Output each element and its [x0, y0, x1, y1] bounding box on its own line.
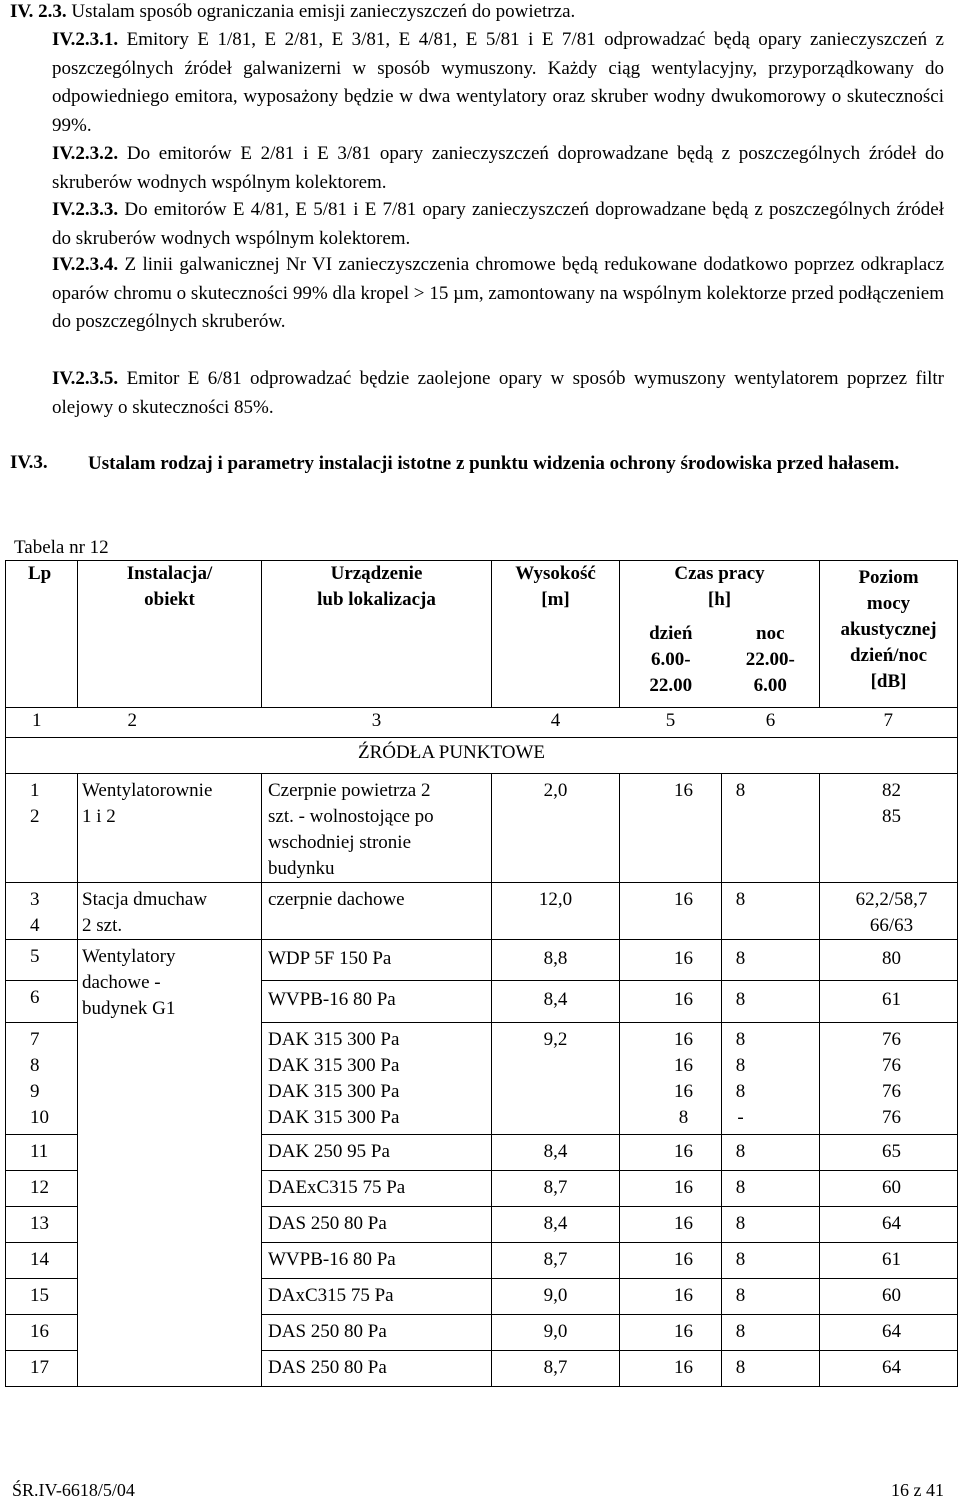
footer-page-number: 16 z 41 — [891, 1480, 944, 1500]
paragraph-text: Do emitorów E 4/81, E 5/81 i E 7/81 opary zanieczyszczeń doprowadzane będą z poszczególnych źródeł do skruberów wodnych wspólnym kolektorem. — [52, 199, 944, 249]
cell-noc: 8 — [722, 1278, 820, 1314]
cell-inst: Stacja dmuchaw 2 szt. — [78, 883, 262, 940]
cell-noc: 8 — [722, 1314, 820, 1350]
cell-urz: Czerpnie powietrza 2 szt. - wolnostojące po wschodniej stronie budynku — [262, 774, 492, 883]
cell-noc: 8 — [722, 1170, 820, 1206]
cell-poz: 65 — [820, 1134, 958, 1170]
cell-wys: 8,8 — [492, 940, 620, 981]
cell-urz: DAK 315 300 Pa DAK 315 300 Pa DAK 315 300 Pa DAK 315 300 Pa — [262, 1022, 492, 1134]
cell-noc: 8 8 8 - — [722, 1022, 820, 1134]
cell-poz: 80 — [820, 940, 958, 981]
cell-noc: 8 — [722, 1350, 820, 1386]
header-dzien: dzień 6.00- 22.00 — [620, 621, 722, 708]
cell-urz: DAK 250 95 Pa — [262, 1134, 492, 1170]
cell-wys: 9,0 — [492, 1314, 620, 1350]
noise-sources-table — [5, 560, 958, 1387]
cell-lp: 3 4 — [6, 883, 78, 940]
col-number: 6 — [722, 708, 820, 738]
section-number: IV.3. — [10, 452, 48, 473]
header-urzadzenie: Urządzenie lub lokalizacja — [262, 561, 492, 708]
cell-poz: 61 — [820, 981, 958, 1022]
col-number: 7 — [820, 708, 958, 738]
cell-dzien: 16 — [620, 1314, 722, 1350]
section-heading — [10, 0, 950, 27]
table-row — [6, 774, 958, 883]
section-title: Ustalam rodzaj i parametry instalacji istotne z punktu widzenia ochrony środowiska przed hałasem. — [88, 453, 900, 474]
cell-urz: WDP 5F 150 Pa — [262, 940, 492, 981]
cell-poz: 82 85 — [820, 774, 958, 883]
header-lp: Lp — [6, 561, 78, 708]
cell-noc: 8 — [722, 1242, 820, 1278]
column-numbers-row — [6, 708, 958, 738]
cell-lp: 12 — [6, 1170, 78, 1206]
cell-lp: 17 — [6, 1350, 78, 1386]
cell-wys: 8,7 — [492, 1350, 620, 1386]
cell-noc: 8 — [722, 940, 820, 981]
cell-urz: DAS 250 80 Pa — [262, 1350, 492, 1386]
col-number: 5 — [620, 708, 722, 738]
cell-dzien: 16 — [620, 883, 722, 940]
paragraph-number: IV.2.3.3. — [52, 199, 119, 220]
cell-wys: 12,0 — [492, 883, 620, 940]
cell-wys: 9,2 — [492, 1022, 620, 1134]
paragraph-number: IV.2.3.5. — [52, 368, 119, 389]
group-label: ŹRÓDŁA PUNKTOWE — [6, 738, 958, 774]
cell-dzien: 16 16 16 8 — [620, 1022, 722, 1134]
paragraph-2-3-4 — [52, 251, 944, 337]
cell-dzien: 16 — [620, 1206, 722, 1242]
paragraph-text: Z linii galwanicznej Nr VI zanieczyszczenia chromowe będą redukowane dodatkowo poprzez odkraplacz oparów chromu o skuteczności 99% dla kropel > 15 µm, zamontowany na wspólnym kolektorze przed podłączeniem do poszczególnych skruberów. — [52, 254, 944, 332]
header-noc: noc 22.00- 6.00 — [722, 621, 820, 708]
paragraph-number: IV.2.3.4. — [52, 254, 119, 275]
cell-inst-wentylatory: Wentylatory dachowe - budynek G1 — [78, 940, 262, 1023]
cell-wys: 9,0 — [492, 1278, 620, 1314]
table-header-row — [6, 561, 958, 622]
cell-poz: 60 — [820, 1170, 958, 1206]
cell-noc: 8 — [722, 883, 820, 940]
paragraph-text: Do emitorów E 2/81 i E 3/81 opary zanieczyszczeń doprowadzane będą z poszczególnych źródeł do skruberów wodnych wspólnym kolektorem. — [52, 143, 944, 193]
table-caption: Tabela nr 12 — [14, 537, 109, 558]
paragraph-number: IV.2.3.1. — [52, 29, 119, 50]
cell-wys: 8,4 — [492, 981, 620, 1022]
cell-wys: 2,0 — [492, 774, 620, 883]
cell-urz: DAS 250 80 Pa — [262, 1314, 492, 1350]
section-heading-text: Ustalam sposób ograniczania emisji zanieczyszczeń do powietrza. — [71, 1, 576, 22]
cell-dzien: 16 — [620, 1242, 722, 1278]
paragraph-2-3-2 — [52, 140, 944, 197]
header-poziom-mocy: Poziom mocy akustycznej dzień/noc [dB] — [820, 561, 958, 708]
cell-lp: 5 — [6, 940, 78, 981]
cell-urz: WVPB-16 80 Pa — [262, 1242, 492, 1278]
cell-poz: 61 — [820, 1242, 958, 1278]
cell-dzien: 16 — [620, 1350, 722, 1386]
cell-lp: 7 8 9 10 — [6, 1022, 78, 1134]
cell-inst-empty — [78, 1022, 262, 1386]
header-wysokosc: Wysokość [m] — [492, 561, 620, 708]
cell-poz: 64 — [820, 1206, 958, 1242]
paragraph-text: Emitor E 6/81 odprowadzać będzie zaolejone opary w sposób wymuszony wentylatorem poprzez filtr olejowy o skuteczności 85%. — [52, 368, 945, 418]
table-row — [6, 940, 958, 981]
cell-dzien: 16 — [620, 1170, 722, 1206]
cell-noc: 8 — [722, 774, 820, 883]
header-czas-pracy: Czas pracy [h] — [620, 561, 820, 622]
header-instalacja: Instalacja/ obiekt — [78, 561, 262, 708]
cell-wys: 8,4 — [492, 1206, 620, 1242]
cell-urz: DAxC315 75 Pa — [262, 1278, 492, 1314]
cell-poz: 62,2/58,7 66/63 — [820, 883, 958, 940]
col-number: 2 — [78, 708, 262, 738]
cell-poz: 60 — [820, 1278, 958, 1314]
cell-urz: DAS 250 80 Pa — [262, 1206, 492, 1242]
cell-inst: Wentylatorownie 1 i 2 — [78, 774, 262, 883]
cell-wys: 8,7 — [492, 1170, 620, 1206]
paragraph-number: IV.2.3.2. — [52, 143, 119, 164]
cell-urz: WVPB-16 80 Pa — [262, 981, 492, 1022]
section-heading-number: IV. 2.3. — [10, 1, 67, 22]
cell-lp: 11 — [6, 1134, 78, 1170]
cell-dzien: 16 — [620, 1278, 722, 1314]
paragraph-2-3-5 — [52, 365, 944, 422]
cell-wys: 8,4 — [492, 1134, 620, 1170]
cell-wys: 8,7 — [492, 1242, 620, 1278]
cell-dzien: 16 — [620, 981, 722, 1022]
cell-dzien: 16 — [620, 1134, 722, 1170]
cell-lp: 13 — [6, 1206, 78, 1242]
cell-lp: 14 — [6, 1242, 78, 1278]
cell-noc: 8 — [722, 981, 820, 1022]
paragraph-2-3-3 — [52, 196, 944, 253]
cell-noc: 8 — [722, 1134, 820, 1170]
cell-lp: 16 — [6, 1314, 78, 1350]
group-label-row — [6, 738, 958, 774]
table-row — [6, 883, 958, 940]
paragraph-text: Emitory E 1/81, E 2/81, E 3/81, E 4/81, E 5/81 i E 7/81 odprowadzać będą opary zanieczyszczeń z poszczególnych źródeł galwanizerni w sposób wymuszony. Każdy ciąg wentylacyjny, przyporządkowany do odpowiedniego emitora, wyposażony będzie w dwa wentylatory oraz skruber wodny dwukomorowy o skuteczności 99%. — [52, 29, 944, 136]
cell-lp: 15 — [6, 1278, 78, 1314]
cell-dzien: 16 — [620, 940, 722, 981]
cell-noc: 8 — [722, 1206, 820, 1242]
cell-poz: 64 — [820, 1350, 958, 1386]
table-body — [6, 774, 958, 1387]
cell-poz: 64 — [820, 1314, 958, 1350]
cell-lp: 1 2 — [6, 774, 78, 883]
cell-dzien: 16 — [620, 774, 722, 883]
cell-lp: 6 — [6, 981, 78, 1022]
col-number: 1 — [6, 708, 78, 738]
cell-urz: DAExC315 75 Pa — [262, 1170, 492, 1206]
cell-poz: 76 76 76 76 — [820, 1022, 958, 1134]
col-number: 4 — [492, 708, 620, 738]
footer-reference: ŚR.IV-6618/5/04 — [12, 1480, 135, 1500]
table-row — [6, 1022, 958, 1134]
cell-urz: czerpnie dachowe — [262, 883, 492, 940]
col-number: 3 — [262, 708, 492, 738]
paragraph-2-3-1 — [52, 26, 944, 140]
